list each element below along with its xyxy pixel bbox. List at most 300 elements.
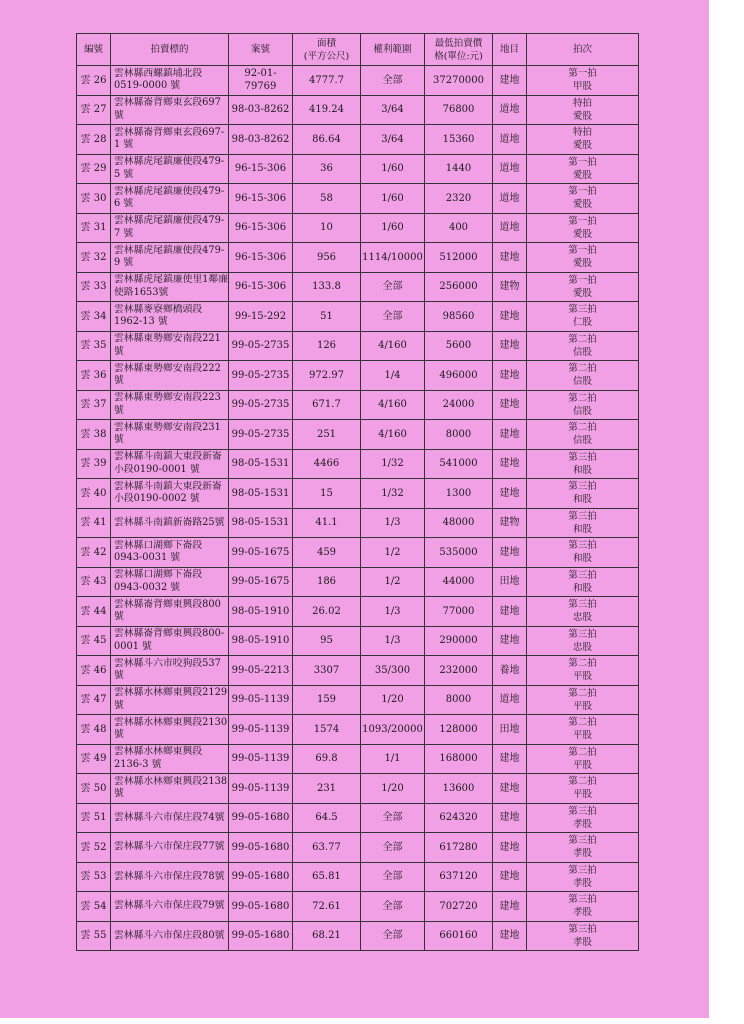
cell-target: 雲林縣崙背鄉東玄段697號 (111, 95, 229, 125)
cell-round (527, 567, 639, 597)
cell-case: 99-05-1675 (229, 567, 293, 597)
cell-case: 96-15-306 (229, 272, 293, 302)
table-row (77, 744, 639, 774)
cell-number: 雲 49 (77, 744, 111, 774)
cell-land-type: 建物 (493, 272, 527, 302)
cell-case: 99-05-1675 (229, 538, 293, 568)
cell-round (527, 184, 639, 214)
cell-target: 雲林縣崙背鄉東興段800號 (111, 597, 229, 627)
cell-land-type: 建地 (493, 479, 527, 509)
cell-rights: 全部 (361, 833, 425, 863)
table-row (77, 892, 639, 922)
cell-target: 雲林縣水林鄉東興段2136-3 號 (111, 744, 229, 774)
cell-number: 雲 42 (77, 538, 111, 568)
cell-rights: 1/32 (361, 479, 425, 509)
unit-label: 平股 (572, 671, 592, 683)
cell-case: 99-05-2735 (229, 361, 293, 391)
cell-land-type: 建地 (493, 774, 527, 804)
cell-land-type: 建地 (493, 420, 527, 450)
cell-rights: 1/60 (361, 184, 425, 214)
table-row (77, 715, 639, 745)
cell-target: 雲林縣崙背鄉東興段800-0001 號 (111, 626, 229, 656)
cell-round (527, 744, 639, 774)
cell-rights: 1/3 (361, 508, 425, 538)
table-row (77, 597, 639, 627)
round-label: 第三拍 (568, 805, 597, 817)
cell-land-type: 道地 (493, 125, 527, 155)
cell-land-type: 田地 (493, 567, 527, 597)
cell-round (527, 862, 639, 892)
cell-target: 雲林縣虎尾鎮廉使段479-5 號 (111, 154, 229, 184)
cell-number: 雲 32 (77, 243, 111, 273)
cell-price: 37270000 (425, 66, 493, 96)
unit-label: 愛股 (572, 287, 592, 299)
table-row (77, 331, 639, 361)
cell-target: 雲林縣斗六市保庄段74號 (111, 803, 229, 833)
unit-label: 信股 (572, 435, 592, 447)
cell-target: 雲林縣斗南鎮大東段新崙小段0190-0001 號 (111, 449, 229, 479)
cell-target: 雲林縣口湖鄉下崙段0943-0031 號 (111, 538, 229, 568)
cell-target: 雲林縣東勢鄉安南段221號 (111, 331, 229, 361)
round-label: 第三拍 (568, 540, 597, 552)
cell-round (527, 272, 639, 302)
unit-label: 平股 (572, 730, 592, 742)
cell-case: 96-15-306 (229, 243, 293, 273)
cell-target: 雲林縣斗南鎮大東段新崙小段0190-0002 號 (111, 479, 229, 509)
unit-label: 愛股 (572, 228, 592, 240)
round-label: 第一拍 (568, 245, 597, 257)
cell-round (527, 921, 639, 951)
auction-table-wrap (76, 33, 638, 951)
cell-number: 雲 34 (77, 302, 111, 332)
cell-number: 雲 44 (77, 597, 111, 627)
cell-area: 459 (293, 538, 361, 568)
cell-case: 98-05-1531 (229, 508, 293, 538)
cell-price: 1300 (425, 479, 493, 509)
cell-number: 雲 33 (77, 272, 111, 302)
unit-label: 和股 (572, 494, 592, 506)
cell-target: 雲林縣虎尾鎮廉使段479-7 號 (111, 213, 229, 243)
round-label: 第一拍 (568, 186, 597, 198)
cell-case: 92-01-79769 (229, 66, 293, 96)
unit-label: 孝股 (572, 877, 592, 889)
cell-case: 99-05-2213 (229, 656, 293, 686)
table-row (77, 479, 639, 509)
cell-price: 541000 (425, 449, 493, 479)
table-row (77, 774, 639, 804)
cell-case: 99-05-2735 (229, 390, 293, 420)
cell-rights: 1/3 (361, 626, 425, 656)
cell-area: 68.21 (293, 921, 361, 951)
cell-area: 58 (293, 184, 361, 214)
round-label: 第一拍 (568, 156, 597, 168)
cell-price: 8000 (425, 420, 493, 450)
cell-number: 雲 28 (77, 125, 111, 155)
header-round: 拍次 (527, 34, 639, 66)
header-rights: 權利範圍 (361, 34, 425, 66)
auction-table (76, 33, 639, 951)
round-label: 第二拍 (568, 333, 597, 345)
unit-label: 愛股 (572, 199, 592, 211)
cell-price: 624320 (425, 803, 493, 833)
cell-land-type: 建地 (493, 803, 527, 833)
cell-case: 96-15-306 (229, 154, 293, 184)
cell-round (527, 833, 639, 863)
cell-area: 15 (293, 479, 361, 509)
cell-number: 雲 55 (77, 921, 111, 951)
cell-number: 雲 36 (77, 361, 111, 391)
cell-number: 雲 30 (77, 184, 111, 214)
cell-rights: 1/4 (361, 361, 425, 391)
cell-area: 956 (293, 243, 361, 273)
round-label: 第三拍 (568, 628, 597, 640)
round-label: 第二拍 (568, 776, 597, 788)
cell-area: 95 (293, 626, 361, 656)
cell-target: 雲林縣水林鄉東興段2130號 (111, 715, 229, 745)
cell-area: 159 (293, 685, 361, 715)
unit-label: 甲股 (572, 81, 592, 93)
cell-target: 雲林縣水林鄉東興段2129號 (111, 685, 229, 715)
cell-rights: 全部 (361, 302, 425, 332)
cell-price: 24000 (425, 390, 493, 420)
cell-area: 26.02 (293, 597, 361, 627)
cell-target: 雲林縣斗六市保庄段80號 (111, 921, 229, 951)
round-label: 第三拍 (568, 835, 597, 847)
table-row (77, 66, 639, 96)
cell-area: 671.7 (293, 390, 361, 420)
cell-price: 512000 (425, 243, 493, 273)
cell-number: 雲 37 (77, 390, 111, 420)
cell-round (527, 892, 639, 922)
cell-number: 雲 27 (77, 95, 111, 125)
unit-label: 平股 (572, 700, 592, 712)
cell-area: 186 (293, 567, 361, 597)
round-label: 第三拍 (568, 569, 597, 581)
unit-label: 愛股 (572, 110, 592, 122)
unit-label: 孝股 (572, 907, 592, 919)
cell-area: 63.77 (293, 833, 361, 863)
cell-number: 雲 51 (77, 803, 111, 833)
cell-area: 4466 (293, 449, 361, 479)
table-row (77, 420, 639, 450)
cell-area: 4777.7 (293, 66, 361, 96)
cell-rights: 1/20 (361, 685, 425, 715)
table-row (77, 125, 639, 155)
cell-land-type: 建地 (493, 921, 527, 951)
cell-number: 雲 38 (77, 420, 111, 450)
round-label: 第一拍 (568, 215, 597, 227)
cell-land-type: 建地 (493, 390, 527, 420)
cell-case: 98-05-1531 (229, 449, 293, 479)
cell-land-type: 建地 (493, 66, 527, 96)
table-row (77, 243, 639, 273)
cell-round (527, 508, 639, 538)
cell-land-type: 道地 (493, 95, 527, 125)
cell-area: 69.8 (293, 744, 361, 774)
unit-label: 忠股 (572, 612, 592, 624)
cell-round (527, 449, 639, 479)
unit-label: 平股 (572, 789, 592, 801)
cell-round (527, 479, 639, 509)
cell-target: 雲林縣斗六市咬狗段537號 (111, 656, 229, 686)
round-label: 第三拍 (568, 510, 597, 522)
cell-target: 雲林縣斗南鎮新崙路25號 (111, 508, 229, 538)
cell-rights: 全部 (361, 862, 425, 892)
cell-round (527, 95, 639, 125)
cell-rights: 全部 (361, 921, 425, 951)
round-label: 第二拍 (568, 658, 597, 670)
cell-land-type: 建地 (493, 302, 527, 332)
table-row (77, 921, 639, 951)
cell-price: 5600 (425, 331, 493, 361)
cell-price: 702720 (425, 892, 493, 922)
unit-label: 孝股 (572, 936, 592, 948)
cell-case: 99-05-1680 (229, 892, 293, 922)
cell-price: 400 (425, 213, 493, 243)
round-label: 第一拍 (568, 274, 597, 286)
cell-area: 972.97 (293, 361, 361, 391)
header-target: 拍賣標的 (111, 34, 229, 66)
table-row (77, 184, 639, 214)
round-label: 第一拍 (568, 68, 597, 80)
cell-area: 126 (293, 331, 361, 361)
cell-round (527, 597, 639, 627)
cell-rights: 1/2 (361, 538, 425, 568)
cell-case: 99-05-2735 (229, 331, 293, 361)
cell-number: 雲 52 (77, 833, 111, 863)
unit-label: 孝股 (572, 848, 592, 860)
table-header-row (77, 34, 639, 66)
cell-target: 雲林縣麥寮鄉橋頭段1962-13 號 (111, 302, 229, 332)
unit-label: 仁股 (572, 317, 592, 329)
cell-target: 雲林縣東勢鄉安南段222號 (111, 361, 229, 391)
table-row (77, 685, 639, 715)
cell-round (527, 538, 639, 568)
cell-round (527, 331, 639, 361)
cell-price: 128000 (425, 715, 493, 745)
round-label: 第二拍 (568, 392, 597, 404)
cell-rights: 全部 (361, 892, 425, 922)
cell-price: 44000 (425, 567, 493, 597)
cell-price: 2320 (425, 184, 493, 214)
cell-target: 雲林縣水林鄉東興段2138號 (111, 774, 229, 804)
cell-rights: 4/160 (361, 390, 425, 420)
cell-case: 99-05-2735 (229, 420, 293, 450)
cell-price: 13600 (425, 774, 493, 804)
cell-number: 雲 47 (77, 685, 111, 715)
unit-label: 和股 (572, 464, 592, 476)
cell-number: 雲 31 (77, 213, 111, 243)
cell-area: 36 (293, 154, 361, 184)
cell-number: 雲 53 (77, 862, 111, 892)
cell-case: 96-15-306 (229, 213, 293, 243)
cell-case: 99-05-1139 (229, 774, 293, 804)
cell-case: 99-05-1680 (229, 862, 293, 892)
cell-round (527, 715, 639, 745)
cell-price: 168000 (425, 744, 493, 774)
table-row (77, 656, 639, 686)
cell-price: 256000 (425, 272, 493, 302)
cell-rights: 1/32 (361, 449, 425, 479)
cell-area: 64.5 (293, 803, 361, 833)
cell-area: 231 (293, 774, 361, 804)
cell-number: 雲 41 (77, 508, 111, 538)
cell-case: 99-05-1139 (229, 715, 293, 745)
cell-round (527, 213, 639, 243)
cell-number: 雲 46 (77, 656, 111, 686)
cell-area: 133.8 (293, 272, 361, 302)
cell-number: 雲 35 (77, 331, 111, 361)
cell-rights: 全部 (361, 803, 425, 833)
unit-label: 和股 (572, 582, 592, 594)
cell-target: 雲林縣東勢鄉安南段231號 (111, 420, 229, 450)
unit-label: 和股 (572, 523, 592, 535)
table-row (77, 390, 639, 420)
table-row (77, 361, 639, 391)
cell-land-type: 建物 (493, 508, 527, 538)
cell-number: 雲 45 (77, 626, 111, 656)
cell-round (527, 125, 639, 155)
cell-rights: 1114/10000 (361, 243, 425, 273)
table-row (77, 626, 639, 656)
table-row (77, 449, 639, 479)
round-label: 第三拍 (568, 481, 597, 493)
cell-land-type: 道地 (493, 685, 527, 715)
unit-label: 忠股 (572, 641, 592, 653)
round-label: 第二拍 (568, 422, 597, 434)
cell-target: 雲林縣斗六市保庄段78號 (111, 862, 229, 892)
unit-label: 愛股 (572, 169, 592, 181)
header-case: 案號 (229, 34, 293, 66)
cell-rights: 35/300 (361, 656, 425, 686)
cell-area: 72.61 (293, 892, 361, 922)
cell-rights: 3/64 (361, 125, 425, 155)
round-label: 第二拍 (568, 363, 597, 375)
cell-price: 77000 (425, 597, 493, 627)
cell-rights: 1/20 (361, 774, 425, 804)
cell-target: 雲林縣虎尾鎮廉使段479-9 號 (111, 243, 229, 273)
cell-round (527, 302, 639, 332)
cell-target: 雲林縣虎尾鎮廉使段479-6 號 (111, 184, 229, 214)
cell-case: 99-05-1680 (229, 921, 293, 951)
round-label: 第二拍 (568, 717, 597, 729)
cell-number: 雲 29 (77, 154, 111, 184)
cell-price: 660160 (425, 921, 493, 951)
cell-land-type: 建地 (493, 862, 527, 892)
unit-label: 和股 (572, 553, 592, 565)
unit-label: 愛股 (572, 258, 592, 270)
cell-area: 41.1 (293, 508, 361, 538)
cell-land-type: 建地 (493, 361, 527, 391)
cell-round (527, 361, 639, 391)
table-row (77, 95, 639, 125)
cell-case: 99-05-1680 (229, 833, 293, 863)
unit-label: 孝股 (572, 818, 592, 830)
cell-area: 419.24 (293, 95, 361, 125)
cell-case: 98-03-8262 (229, 95, 293, 125)
cell-land-type: 建地 (493, 833, 527, 863)
cell-rights: 1/1 (361, 744, 425, 774)
cell-round (527, 154, 639, 184)
cell-area: 86.64 (293, 125, 361, 155)
table-row (77, 272, 639, 302)
unit-label: 信股 (572, 405, 592, 417)
table-row (77, 508, 639, 538)
cell-price: 48000 (425, 508, 493, 538)
cell-round (527, 626, 639, 656)
cell-round (527, 66, 639, 96)
cell-rights: 1/2 (361, 567, 425, 597)
cell-target: 雲林縣斗六市保庄段79號 (111, 892, 229, 922)
header-price: 最低拍賣價 格(單位:元) (425, 34, 493, 66)
cell-price: 76800 (425, 95, 493, 125)
cell-round (527, 803, 639, 833)
cell-round (527, 243, 639, 273)
header-land-type: 地目 (493, 34, 527, 66)
cell-rights: 1/3 (361, 597, 425, 627)
cell-case: 99-15-292 (229, 302, 293, 332)
cell-price: 98560 (425, 302, 493, 332)
cell-land-type: 田地 (493, 715, 527, 745)
cell-area: 65.81 (293, 862, 361, 892)
cell-land-type: 建地 (493, 597, 527, 627)
round-label: 第二拍 (568, 746, 597, 758)
header-area: 面積 (平方公尺) (293, 34, 361, 66)
cell-case: 98-03-8262 (229, 125, 293, 155)
cell-round (527, 420, 639, 450)
round-label: 第三拍 (568, 304, 597, 316)
unit-label: 信股 (572, 346, 592, 358)
cell-round (527, 774, 639, 804)
cell-land-type: 建地 (493, 331, 527, 361)
table-row (77, 154, 639, 184)
table-row (77, 213, 639, 243)
cell-case: 99-05-1680 (229, 803, 293, 833)
round-label: 第二拍 (568, 687, 597, 699)
cell-price: 496000 (425, 361, 493, 391)
cell-rights: 4/160 (361, 420, 425, 450)
cell-number: 雲 26 (77, 66, 111, 96)
unit-label: 平股 (572, 759, 592, 771)
cell-price: 290000 (425, 626, 493, 656)
cell-target: 雲林縣西螺鎮埔北段0519-0000 號 (111, 66, 229, 96)
cell-target: 雲林縣斗六市保庄段77號 (111, 833, 229, 863)
cell-number: 雲 50 (77, 774, 111, 804)
round-label: 第三拍 (568, 864, 597, 876)
cell-rights: 全部 (361, 272, 425, 302)
cell-case: 98-05-1910 (229, 626, 293, 656)
table-row (77, 862, 639, 892)
cell-land-type: 建地 (493, 538, 527, 568)
cell-land-type: 建地 (493, 892, 527, 922)
cell-price: 8000 (425, 685, 493, 715)
table-row (77, 803, 639, 833)
cell-land-type: 建地 (493, 243, 527, 273)
cell-number: 雲 40 (77, 479, 111, 509)
round-label: 第三拍 (568, 599, 597, 611)
cell-land-type: 道地 (493, 154, 527, 184)
unit-label: 信股 (572, 376, 592, 388)
cell-round (527, 390, 639, 420)
cell-area: 3307 (293, 656, 361, 686)
table-row (77, 833, 639, 863)
cell-land-type: 道地 (493, 184, 527, 214)
cell-case: 98-05-1910 (229, 597, 293, 627)
cell-price: 232000 (425, 656, 493, 686)
cell-price: 617280 (425, 833, 493, 863)
cell-target: 雲林縣崙背鄉東玄段697-1 號 (111, 125, 229, 155)
cell-land-type: 建地 (493, 744, 527, 774)
